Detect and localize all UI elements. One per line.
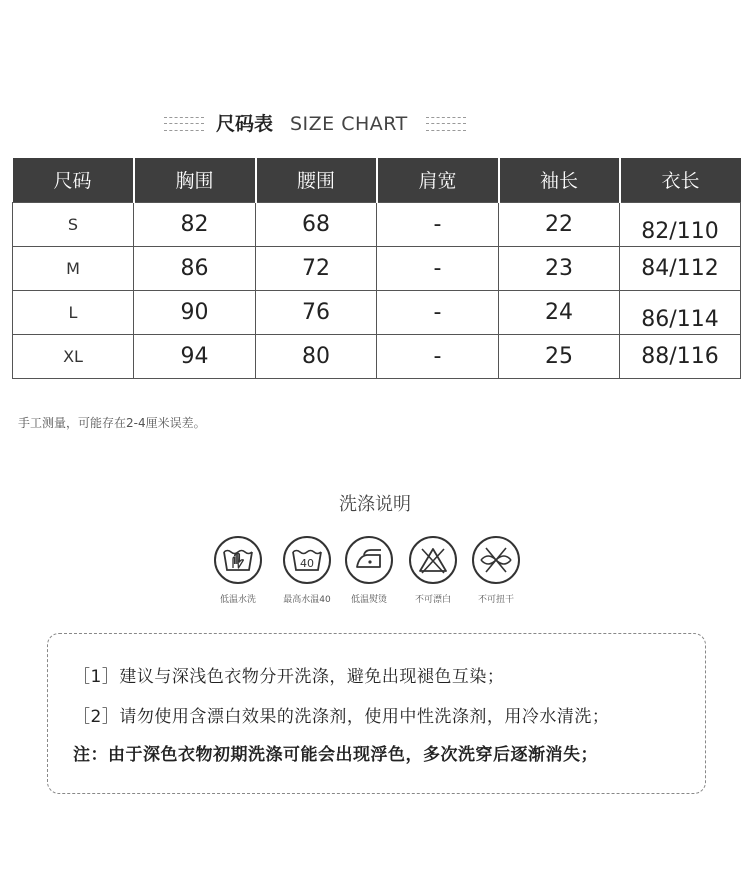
sleeve-cell: 25 [499,334,620,378]
size-cell: M [13,246,134,290]
size-cell: XL [13,334,134,378]
column-header-waist: 腰围 [256,158,377,202]
table-row [13,290,741,334]
chest-cell: 94 [134,334,256,378]
table-header-row [13,158,741,202]
wash-icon-item [339,536,399,605]
shoulder-cell: - [377,246,499,290]
measurement-note: 手工测量，可能存在2-4厘米误差。 [18,416,206,430]
chest-cell: 82 [134,202,256,246]
wash-icon-item [466,536,526,605]
length-cell: 86/114 [620,290,741,334]
no-bleach-icon [409,536,457,584]
size-table [12,158,741,379]
wash-icon-item [277,536,337,605]
size-cell: S [13,202,134,246]
shoulder-cell: - [377,290,499,334]
waist-cell: 72 [256,246,377,290]
column-header-shoulder: 肩宽 [377,158,499,202]
care-note-2: ［2］请勿使用含漂白效果的洗涤剂，使用中性洗涤剂，用冷水清洗； [73,707,610,727]
care-note-1: ［1］建议与深浅色衣物分开洗涤，避免出现褪色互染； [73,667,505,687]
table-row [13,334,741,378]
table-row [13,246,741,290]
care-notes-box [47,633,706,794]
waist-cell: 68 [256,202,377,246]
column-header-chest: 胸围 [134,158,256,202]
icon-label: 最高水温40 [283,595,331,605]
icon-label: 不可扭干 [477,595,514,605]
icon-label: 低温熨烫 [350,595,387,605]
table-row [13,202,741,246]
size-cell: L [13,290,134,334]
waist-cell: 76 [256,290,377,334]
title-chinese: 尺码表 [216,113,274,135]
wash-icon-item [208,536,268,605]
waist-cell: 80 [256,334,377,378]
wash-icon-item [403,536,463,605]
length-cell: 88/116 [620,334,741,378]
shoulder-cell: - [377,202,499,246]
length-cell: 84/112 [620,246,741,290]
size-chart-title [0,110,750,140]
length-cell: 82/110 [620,202,741,246]
chest-cell: 90 [134,290,256,334]
icon-label: 不可漂白 [414,595,451,605]
sleeve-cell: 22 [499,202,620,246]
no-wring-icon [472,536,520,584]
low-temp-iron-icon [345,536,393,584]
sleeve-cell: 23 [499,246,620,290]
sleeve-cell: 24 [499,290,620,334]
icon-label: 低温水洗 [219,595,256,605]
care-note-dark-color: 注：由于深色衣物初期洗涤可能会出现浮色，多次洗穿后逐渐消失； [73,745,598,765]
max-temp-40-icon [283,536,331,584]
hand-wash-icon [214,536,262,584]
column-header-length: 衣长 [620,158,741,202]
title-decoration-right [426,117,466,131]
title-english: SIZE CHART [290,113,408,135]
shoulder-cell: - [377,334,499,378]
washing-title: 洗涤说明 [339,494,411,515]
column-header-size: 尺码 [13,158,134,202]
wash-temp-text: 40 [300,557,314,570]
title-decoration-left [164,117,204,131]
column-header-sleeve: 袖长 [499,158,620,202]
chest-cell: 86 [134,246,256,290]
